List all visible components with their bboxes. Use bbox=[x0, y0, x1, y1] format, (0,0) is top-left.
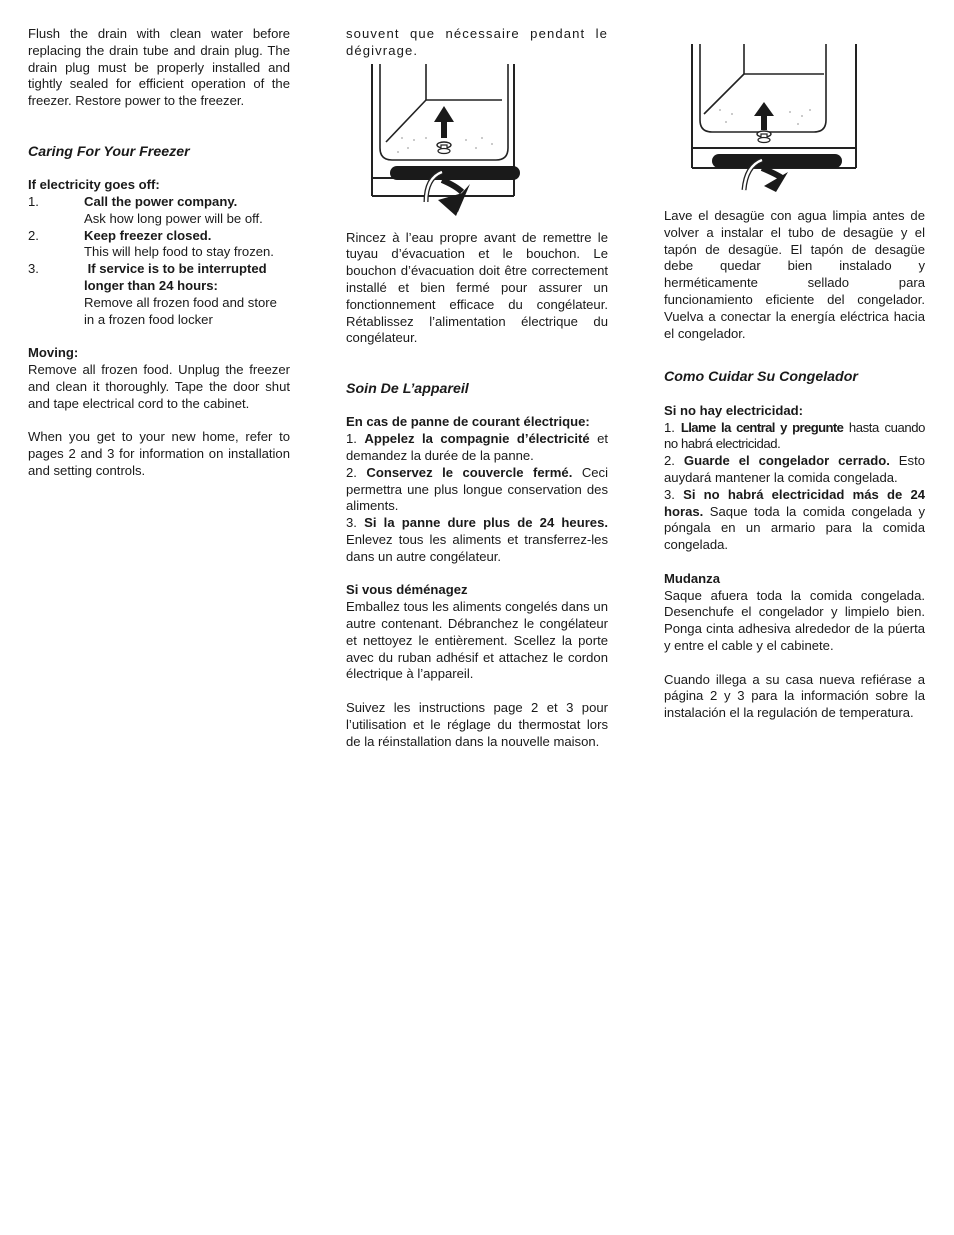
step-title: If service is to be interrupted longer than 24 hours: bbox=[84, 261, 271, 293]
french-column bbox=[346, 26, 608, 750]
step-title: Call the power company. bbox=[84, 193, 238, 209]
step-detail: Saque toda la comida congelada y póngala en un armario para la comida congelada. bbox=[664, 503, 925, 553]
step-detail: Esto auydará mantener la comida congelada. bbox=[664, 453, 926, 485]
step-title: Si no habrá electricidad más de 24 horas. bbox=[664, 486, 926, 519]
section-heading: Caring For Your Freezer bbox=[28, 143, 190, 160]
moving-paragraph: Emballez tous les aliments congelés dans un autre contenant. Débranchez le congélateur et nettoyez le entièrement. Scellez la porte avec du ruban adhésif et attachez le cordon électrique à l’appareil. bbox=[346, 599, 608, 682]
step-detail: Remove all frozen food and store in a frozen food locker bbox=[84, 294, 277, 327]
step-number: 1. bbox=[346, 431, 357, 447]
spanish-column bbox=[664, 44, 925, 722]
new-home-paragraph: When you get to your new home, refer to pages 2 and 3 for information on installation and setting controls. bbox=[28, 429, 290, 478]
step-detail: Ceci permettra une plus longue conservation des aliments. bbox=[346, 464, 609, 514]
step-detail: Ask how long power will be off. bbox=[84, 210, 263, 226]
power-off-label: En cas de panne de courant électrique: bbox=[346, 414, 590, 430]
step-3 bbox=[346, 515, 608, 565]
step-detail: hasta cuando no habrá electricidad. bbox=[664, 419, 925, 452]
english-column bbox=[28, 26, 290, 480]
step-number: 3. bbox=[664, 486, 675, 502]
step-1 bbox=[664, 420, 925, 454]
new-home-paragraph: Cuando illega a su casa nueva refiérase a página 2 y 3 para la información sobre la instalación el la regulación de temperatura. bbox=[664, 671, 925, 721]
step-title: Llame la central y pregunte bbox=[680, 419, 844, 435]
power-off-label: Si no hay electricidad: bbox=[664, 402, 803, 418]
moving-paragraph: Remove all frozen food. Unplug the freezer and clean it thoroughly. Tape the door shut and tape electrical cord to the cabinet. bbox=[28, 361, 290, 411]
step-title: Appelez la compagnie d’électricité bbox=[364, 431, 590, 447]
step-2 bbox=[346, 465, 608, 515]
freezer-drain-diagram bbox=[690, 44, 870, 192]
moving-label: Moving: bbox=[28, 345, 79, 361]
section-heading: Soin De L’appareil bbox=[346, 380, 469, 397]
moving-label: Mudanza bbox=[664, 570, 721, 586]
moving-paragraph: Saque afuera toda la comida congelada. Desenchufe el congelador y limpielo bien. Ponga cinta adhesiva alrededor de la púerta y entre el cable y el cabinete. bbox=[664, 587, 925, 653]
drain-flush-paragraph: Rincez à l’eau propre avant de remettre le tuyau d’évacuation et le bouchon. Le bouchon d’évacuation doit être correctement installé et bien fermé pour assurer un fonctionnement efficace du congélateur. Rétablissez l’alimentation électrique du congélateur. bbox=[346, 229, 608, 346]
step-title: Si la panne dure plus de 24 heures. bbox=[364, 515, 609, 531]
step-title: Conservez le couvercle fermé. bbox=[366, 464, 573, 480]
step-2 bbox=[664, 453, 925, 487]
power-off-label: If electricity goes off: bbox=[28, 177, 160, 193]
moving-label: Si vous déménagez bbox=[346, 582, 468, 598]
step-detail: et demandez la durée de la panne. bbox=[346, 431, 609, 463]
step-number: 2. bbox=[664, 453, 675, 469]
step-title: Guarde el congelador cerrado. bbox=[683, 453, 890, 469]
freezer-drain-diagram bbox=[346, 60, 526, 222]
defrost-continuation: souvent que nécessaire pendant le dégivrage. bbox=[346, 26, 608, 58]
drain-flush-paragraph: Flush the drain with clean water before replacing the drain tube and drain plug. The drain plug must be properly installed and tightly sealed for efficient operation of the freezer. Restore power to the freezer. bbox=[28, 26, 290, 109]
step-3 bbox=[28, 261, 290, 295]
drain-flush-paragraph: Lave el desagüe con agua limpia antes de volver a instalar el tubo de desagüe y el tapón de desagüe. El tapón de desagüe debe quedar bien instalado y herméticamente sellado para funcionamiento eficiente del congelador. Vuelva a conectar la energía eléctrica hacia el congelador. bbox=[664, 208, 925, 341]
step-1 bbox=[346, 431, 608, 465]
step-number: 1. bbox=[664, 419, 675, 435]
new-home-paragraph: Suivez les instructions page 2 et 3 pour l’utilisation et le réglage du thermostat lors de la réinstallation dans la nouvelle maison. bbox=[346, 699, 608, 749]
step-detail: Enlevez tous les aliments et transferrez-les dans un autre congélateur. bbox=[346, 531, 608, 564]
step-number: 1. bbox=[28, 193, 39, 209]
step-number: 2. bbox=[346, 464, 357, 480]
step-number: 2. bbox=[28, 227, 39, 243]
step-number: 3. bbox=[346, 515, 357, 531]
step-3 bbox=[664, 487, 925, 554]
step-title: Keep freezer closed. bbox=[84, 227, 212, 243]
step-detail: This will help food to stay frozen. bbox=[84, 244, 274, 260]
step-1 bbox=[28, 194, 290, 211]
section-heading: Como Cuidar Su Congelador bbox=[664, 369, 858, 386]
step-number: 3. bbox=[28, 261, 39, 277]
step-2 bbox=[28, 228, 290, 245]
